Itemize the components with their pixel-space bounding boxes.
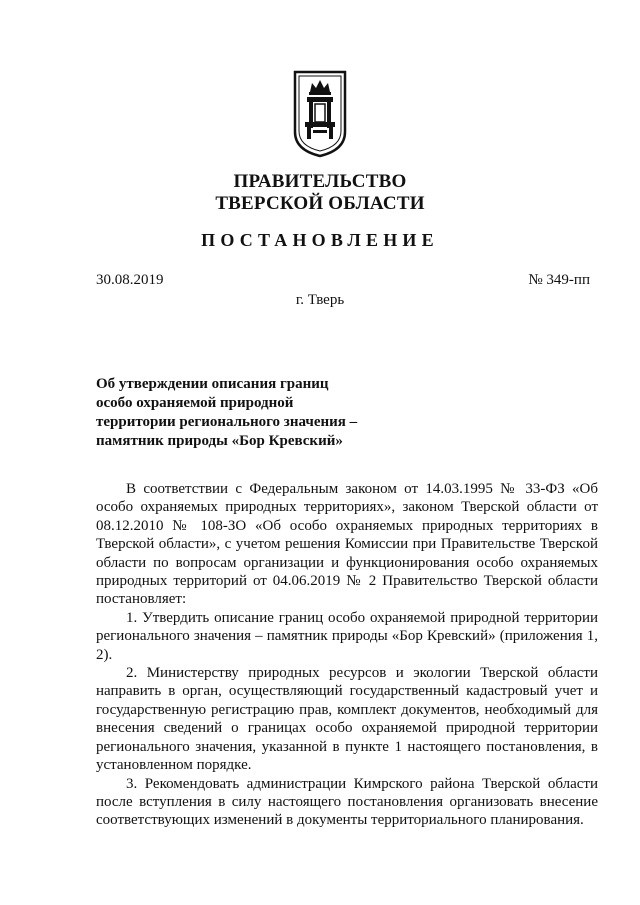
document-city: г. Тверь: [295, 292, 345, 308]
organization-name-line-2: ТВЕРСКОЙ ОБЛАСТИ: [215, 193, 425, 214]
document-subject: [96, 375, 396, 451]
organization-name-line-1: ПРАВИТЕЛЬСТВО: [233, 171, 407, 192]
document-date: 30.08.2019: [96, 272, 164, 288]
subject-line-4: памятник природы «Бор Кревский»: [96, 433, 343, 449]
document-body: [96, 480, 598, 830]
body-item-2: 2. Министерству природных ресурсов и экологии Тверской области направить в орган, осуществляющий государственный кадастровый учет и государственную регистрацию прав, комплект документов, необходимый для внесения сведений о границах особо охраняемой природной территории регионального значения, указанной в пункте 1 настоящего постановления, в установленном порядке.: [96, 665, 598, 774]
body-intro-paragraph: В соответствии с Федеральным законом от 14.03.1995 № 33-ФЗ «Об особо охраняемых природных территориях», законом Тверской области от 08.12.2010 № 108-ЗО «Об особо охраняемых природных территориях в Тверской области», с учетом решения Комиссии при Правительстве Тверской области по вопросам организации и функционирования особо охраняемых природных территорий от 04.06.2019 № 2 Правительство Тверской области постановляет:: [96, 481, 598, 608]
tver-coat-of-arms-icon: [293, 70, 347, 158]
subject-line-2: особо охраняемой природной: [96, 395, 294, 411]
subject-line-3: территории регионального значения –: [96, 414, 358, 430]
body-item-3: 3. Рекомендовать администрации Кимрского района Тверской области после вступления в силу настоящего постановления организовать внесение соответствующих изменений в документы территориального планирования.: [96, 775, 598, 829]
subject-line-1: Об утверждении описания границ: [96, 376, 329, 392]
document-type-title: ПОСТАНОВЛЕНИЕ: [201, 230, 439, 250]
body-item-1: 1. Утвердить описание границ особо охраняемой природной территории регионального значения – памятник природы «Бор Кревский» (приложения 1, 2).: [96, 609, 598, 663]
document-number: № 349-пп: [528, 272, 590, 288]
